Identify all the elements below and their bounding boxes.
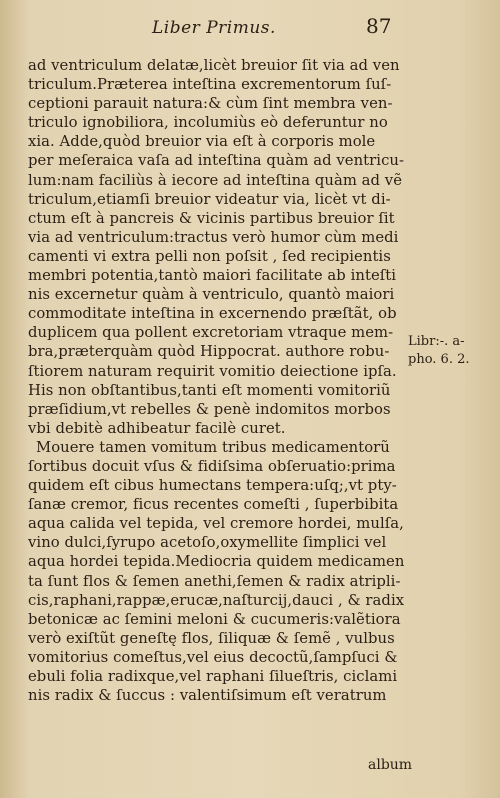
text-line: membri potentia,tantò maiori facilitate ab inteſti [28, 267, 397, 285]
text-line: xia. Adde,quòd breuior via eſt à corporis mole [28, 133, 376, 151]
text-line: ſanæ cremor, ficus recentes comeſti , ſuperbibita [28, 496, 399, 514]
margin-note-line: pho. 6. 2. [408, 352, 470, 367]
text-line: bra,præterquàm quòd Hippocrat. authore robu- [28, 343, 390, 361]
text-line: vbi debitè adhibeatur facilè curet. [28, 419, 286, 437]
text-line: aqua calida vel tepida, vel cremore hordei, mulſa, [28, 515, 404, 533]
text-line: vino dulci,ſyrupo acetoſo,oxymellite ſimplici vel [28, 534, 387, 552]
text-line: ta ſunt flos & ſemen anethi,ſemen & radix atripli- [28, 572, 401, 590]
body-text [28, 56, 405, 705]
text-line: His non obſtantibus,tanti eſt momenti vomitoriũ [28, 381, 391, 399]
margin-note-line: Libr:-. a- [408, 334, 465, 349]
page-header [0, 14, 500, 50]
text-line: per meſeraica vaſa ad inteſtina quàm ad ventricu- [28, 152, 405, 170]
text-line: ebuli folia radixque,vel raphani ſilueſtris, ciclami [28, 668, 398, 685]
text-line: præſidium,vt rebelles & penè indomitos morbos [28, 400, 391, 418]
text-line: ſtiorem naturam requirit vomitio deiectione ipſa. [28, 362, 397, 380]
page-number: 87 [366, 14, 392, 38]
text-line: ctum eſt à pancreis & vicinis partibus breuior ſit [28, 209, 395, 227]
text-line: aqua hordei tepida.Mediocria quidem medicamen [28, 553, 405, 571]
text-line: betonicæ ac ſemini meloni & cucumeris:valẽtiora [28, 610, 401, 628]
text-line: duplicem qua pollent excretoriam vtraque mem- [28, 324, 394, 342]
catchword: album [368, 757, 413, 773]
text-line: verò exiſtũt geneſtę flos, ſiliquæ & ſemẽ , vulbus [28, 629, 395, 647]
text-line: ceptioni parauit natura:& cùm ſint membra ven- [28, 95, 393, 113]
text-line: nis radix & ſuccus : valentiſsimum eſt veratrum [28, 687, 387, 705]
text-line: commoditate inteſtina in excernendo præſtãt, ob [28, 305, 397, 323]
running-title: Liber Primus. [152, 18, 276, 38]
text-line: lum:nam faciliùs à iecore ad inteſtina quàm ad vẽ [28, 171, 403, 189]
text-line: ad ventriculum delatæ,licèt breuior ſit via ad ven [28, 57, 400, 74]
text-line: cis,raphani,rappæ,erucæ,naſturcij,dauci , & radix [28, 591, 405, 609]
text-line: quidem eſt cibus humectans tempera:uſq;,vt pty- [28, 477, 397, 495]
text-line: triculum,etiamſi breuior videatur via, licèt vt di- [28, 190, 391, 208]
text-line: nis excernetur quàm à ventriculo, quantò maiori [28, 286, 395, 304]
text-line: camenti vi extra pelli non poſsit , ſed recipientis [28, 247, 391, 265]
text-line: triculo ignobiliora, incolumiùs eò deferuntur no [28, 114, 388, 132]
text-line: ſortibus docuit vſus & fidiſsima obſeruatio:prima [28, 457, 396, 475]
text-line: triculum.Præterea inteſtina excrementorum ſuſ- [28, 76, 392, 94]
paragraph-start-line: Mouere tamen vomitum tribus medicamentorũ [36, 438, 390, 456]
margin-note [408, 333, 496, 369]
text-line: vomitorius comeſtus,vel eius decoctũ,ſampſuci & [28, 648, 398, 666]
text-line: via ad ventriculum:tractus verò humor cùm medi [28, 228, 399, 246]
